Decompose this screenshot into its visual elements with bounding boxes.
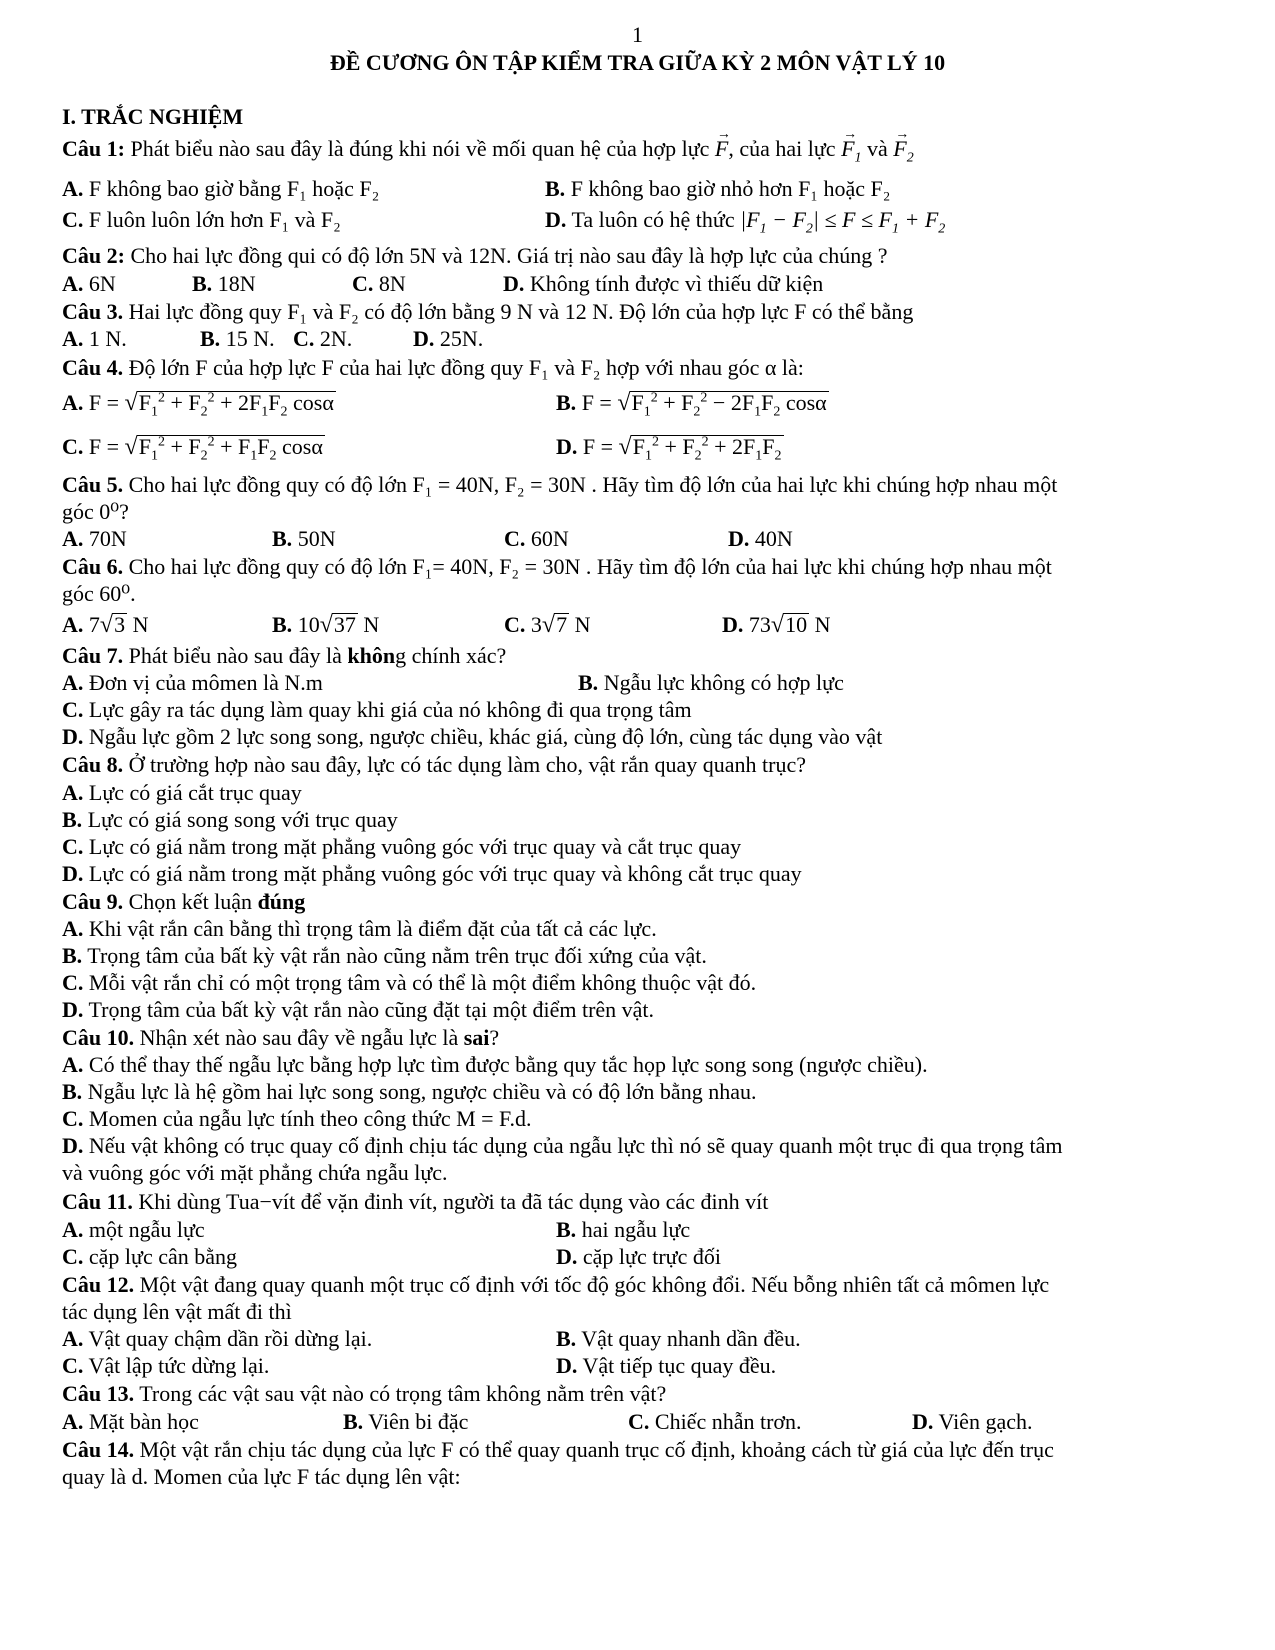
question-12-cont: tác dụng lên vật mất đi thì [62, 1299, 292, 1324]
question-14: Câu 14. Một vật rắn chịu tác dụng của lực F có thể quay quanh trục cố định, khoảng cách từ giá của lực đến trục [62, 1437, 1054, 1462]
option-c: C. Mỗi vật rắn chỉ có một trọng tâm và có thể là một điểm không thuộc vật đó. [62, 970, 757, 995]
question-label: Câu 1: [62, 136, 125, 161]
option-c: C. $F = √F_1^2 + F_2^2 + F_1F_2$ cosα [62, 434, 323, 464]
question-5: Câu 5. Cho hai lực đồng quy có độ lớn F₁ = 40N, F₂ = 30N . Hãy tìm độ lớn của hai lực khi chúng hợp nhau một [62, 472, 1058, 497]
option-c: C. Chiếc nhẫn trơn. [628, 1409, 802, 1434]
option-d: D. 40N [728, 526, 793, 551]
option-b: B. Vật quay nhanh dần đều. [556, 1326, 801, 1351]
option-b: B. Ngẫu lực là hệ gồm hai lực song song, ngược chiều và có độ lớn bằng nhau. [62, 1079, 757, 1104]
option-d: D. Ta luôn có hệ thức $|F_1 - F_2| \le F \le F_1 + F_2$ [545, 207, 946, 237]
question-text-2: , của hai lực [728, 136, 836, 161]
question-12: Câu 12. Một vật đang quay quanh một trục cố định với tốc độ góc không đổi. Nếu bỗng nhiên tất cả mômen lực [62, 1272, 1050, 1297]
option-d: D. Vật tiếp tục quay đều. [556, 1353, 777, 1378]
formula: $F = √F_1^2 + F_2^2 + 2F_1F_2$ [582, 434, 782, 464]
option-c: C. 8N [352, 271, 406, 296]
option-b: B. Lực có giá song song với trục quay [62, 807, 398, 832]
option-a: A. Mặt bàn học [62, 1409, 199, 1434]
option-b: B. 18N [192, 271, 256, 296]
option-d: D. Ngẫu lực gồm 2 lực song song, ngược chiều, khác giá, cùng độ lớn, cùng tác dụng vào vật [62, 724, 883, 749]
option-a: A. 1 N. [62, 326, 127, 351]
option-c: C. Lực gây ra tác dụng làm quay khi giá của nó không đi qua trọng tâm [62, 697, 692, 722]
formula: $|F_1 - F_2| \le F \le F_1 + F_2$ [740, 207, 946, 237]
formula: $F = √F_1^2 + F_2^2 - 2F_1F_2$ cosα [581, 390, 827, 420]
option-c: C. Momen của ngẫu lực tính theo công thức M = F.d. [62, 1106, 532, 1131]
option-a: A. F không bao giờ bằng F₁ hoặc F₂ [62, 176, 380, 201]
option-d: D. Lực có giá nằm trong mặt phẳng vuông góc với trục quay và không cắt trục quay [62, 861, 802, 886]
option-b: B. 15 N. [200, 326, 275, 351]
option-a: A. Khi vật rắn cân bằng thì trọng tâm là điểm đặt của tất cả các lực. [62, 916, 657, 941]
question-6: Câu 6. Cho hai lực đồng quy có độ lớn F₁= 40N, F₂ = 30N . Hãy tìm độ lớn của hai lực khi chúng hợp nhau một [62, 554, 1052, 579]
option-c: C. 3√7 N [504, 612, 591, 638]
option-b: B. 50N [272, 526, 336, 551]
option-b: B. Trọng tâm của bất kỳ vật rắn nào cũng nằm trên trục đối xứng của vật. [62, 943, 707, 968]
option-b: B. hai ngẫu lực [556, 1217, 691, 1242]
question-10: Câu 10. Nhận xét nào sau đây về ngẫu lực là sai? [62, 1025, 500, 1050]
option-d: D. Không tính được vì thiếu dữ kiện [503, 271, 824, 296]
option-b: B. Viên bi đặc [343, 1409, 469, 1434]
option-d: D. cặp lực trực đối [556, 1244, 721, 1269]
option-a: A. một ngẫu lực [62, 1217, 205, 1242]
formula: $F = √F_1^2 + F_2^2 + F_1F_2$ cosα [88, 434, 323, 464]
option-a: A. Có thể thay thế ngẫu lực bằng hợp lực tìm được bằng quy tắc họp lực song song (ngược chiều). [62, 1052, 928, 1077]
option-a: A. Vật quay chậm dần rồi dừng lại. [62, 1326, 373, 1351]
question-14-cont: quay là d. Momen của lực F tác dụng lên vật: [62, 1464, 461, 1489]
option-c: C. 2N. [293, 326, 353, 351]
question-11: Câu 11. Khi dùng Tua−vít để vặn đinh vít, người ta đã tác dụng vào các đinh vít [62, 1189, 769, 1214]
option-c: C. cặp lực cân bằng [62, 1244, 238, 1269]
vector-f2: → $F_2$ [893, 136, 913, 162]
question-7: Câu 7. Phát biểu nào sau đây là không chính xác? [62, 643, 507, 668]
option-d: D. Trọng tâm của bất kỳ vật rắn nào cũng đặt tại một điểm trên vật. [62, 997, 655, 1022]
option-a: A. $F = √F_1^2 + F_2^2 + 2F_1F_2$ cosα [62, 390, 334, 420]
question-8: Câu 8. Ở trường hợp nào sau đây, lực có tác dụng làm cho, vật rắn quay quanh trục? [62, 752, 806, 777]
option-b: B. $F = √F_1^2 + F_2^2 - 2F_1F_2$ cosα [556, 390, 827, 420]
question-3: Câu 3. Hai lực đồng quy F₁ và F₂ có độ lớn bằng 9 N và 12 N. Độ lớn của hợp lực F có thể bằng [62, 299, 914, 324]
page-number: 1 [632, 22, 643, 47]
option-d: D. $F = √F_1^2 + F_2^2 + 2F_1F_2$ [556, 434, 782, 464]
page-title: ĐỀ CƯƠNG ÔN TẬP KIỂM TRA GIỮA KỲ 2 MÔN VẬT LÝ 10 [329, 50, 946, 75]
question-4: Câu 4. Độ lớn F của hợp lực F của hai lực đồng quy F₁ và F₂ hợp với nhau góc α là: [62, 355, 804, 380]
option-b: B. Ngẫu lực không có hợp lực [578, 670, 844, 695]
question-5-cont: góc 0⁰? [62, 499, 129, 524]
option-d-cont: và vuông góc với mặt phẳng chứa ngẫu lực. [62, 1160, 448, 1185]
option-b: B. 10√37 N [272, 612, 380, 638]
option-b: B. F không bao giờ nhỏ hơn F₁ hoặc F₂ [545, 176, 891, 201]
option-a: A. 70N [62, 526, 127, 551]
vector-f: → F [715, 136, 728, 162]
option-c: C. 60N [504, 526, 569, 551]
question-1 [62, 136, 1195, 166]
option-a: A. Đơn vị của mômen là N.m [62, 670, 323, 695]
option-c: C. F luôn luôn lớn hơn F₁ và F₂ [62, 207, 341, 232]
question-9: Câu 9. Chọn kết luận đúng [62, 889, 306, 914]
option-d: D. 25N. [413, 326, 484, 351]
section-heading: I. TRẮC NGHIỆM [62, 104, 244, 129]
question-13: Câu 13. Trong các vật sau vật nào có trọng tâm không nằm trên vật? [62, 1381, 667, 1406]
option-a: A. 6N [62, 271, 116, 296]
option-c: C. Lực có giá nằm trong mặt phẳng vuông góc với trục quay và cắt trục quay [62, 834, 742, 859]
option-a: A. 7√3 N [62, 612, 149, 638]
option-d: D. Nếu vật không có trục quay cố định chịu tác dụng của ngẫu lực thì nó sẽ quay quanh một trục đi qua trọng tâm [62, 1133, 1063, 1158]
option-a: A. Lực có giá cắt trục quay [62, 780, 302, 805]
option-c: C. Vật lập tức dừng lại. [62, 1353, 270, 1378]
formula: $F = √F_1^2 + F_2^2 + 2F_1F_2$ cosα [88, 390, 334, 420]
question-6-cont: góc 60⁰. [62, 581, 136, 606]
question-text: Phát biểu nào sau đây là đúng khi nói về mối quan hệ của hợp lực [124, 136, 710, 161]
question-2: Câu 2: Cho hai lực đồng qui có độ lớn 5N và 12N. Giá trị nào sau đây là hợp lực của chúng ? [62, 243, 888, 268]
vector-f1: → $F_1$ [841, 136, 861, 162]
option-d: D. 73√10 N [722, 612, 831, 638]
conjunction: và [867, 136, 888, 161]
option-d: D. Viên gạch. [912, 1409, 1033, 1434]
